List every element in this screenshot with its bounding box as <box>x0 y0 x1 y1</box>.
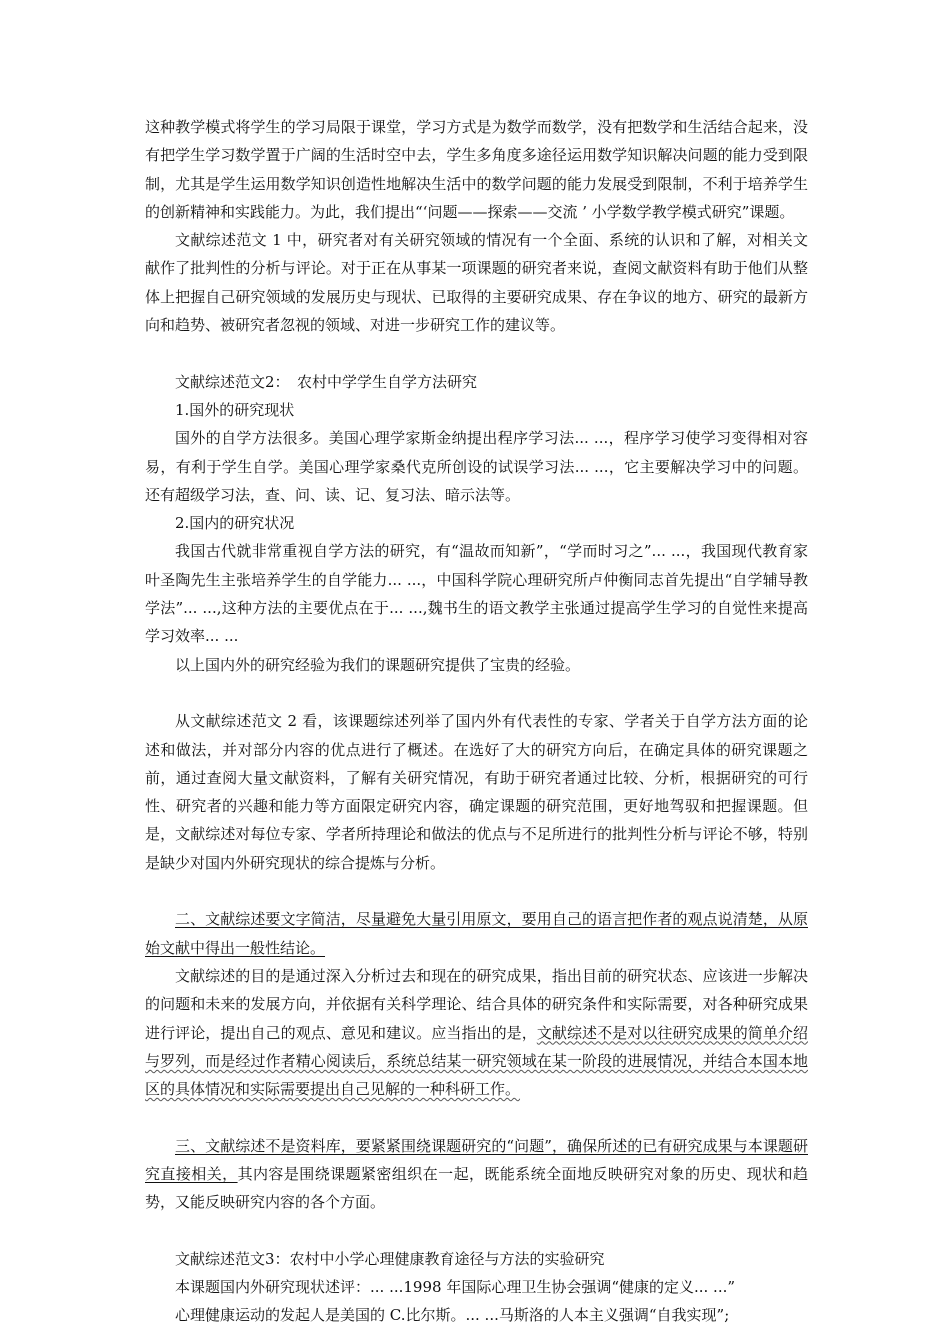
paragraph-review-purpose-text: 文献综述的目的是通过深入分析过去和现在的研究成果，指出目前的研究状态、应该进一步解决的问题和未来的发展方向，并依据有关科学理论、结合具体的研究条件和实际需要，对各种研究成果进行评论，提出自己的观点、意见和建议。应当指出的是， <box>145 966 808 1042</box>
example3-title: 文献综述范文3：农村中小学心理健康教育途径与方法的实验研究 <box>175 1249 605 1268</box>
paragraph-teaching-mode: 这种教学模式将学生的学习局限于课堂，学习方式是为数学而数学，没有把数学和生活结合起来，没有把学生学习数学置于广阔的生活时空中去，学生多角度多途径运用数学知识解决问题的能力受到限制，尤其是学生运用数学知识创造性地解决生活中的数学问题的能力发展受到限制，不利于培养学生的创新精神和实践能力。为此，我们提出“‘问题——探索——交流 ’ 小学数学教学模式研究”课题。 <box>145 118 808 221</box>
paragraph-domestic-methods: 我国古代就非常重视自学方法的研究，有“温故而知新”，“学而时习之”... ...，我国现代教育家叶圣陶先生主张培养学生的自学能力... ...，中国科学院心理研究所卢仲衡同志首先提出“自学辅导教学法”... ...,这种方法的主要优点在于... ...,魏书生的语文教学主张通过提高学生学习的自觉性来提高学习效率... ... <box>145 542 808 646</box>
spacer <box>145 679 808 707</box>
example3-line-2: 心理健康运动的发起人是美国的 C.比尔斯。... ...马斯洛的人本主义强调“自我实现”; <box>175 1306 730 1325</box>
heading-section-two <box>145 905 808 962</box>
wavy-underlined-text: 文献综述不是对以往研究成果的简单介绍与罗列，而是经过作者精心阅读后，系统总结某一研究领域在某一阶段的进展情况，并结合本国本地区的具体情况和实际需要提出自己见解的一种科研工作。 <box>145 1023 808 1099</box>
paragraph-section-three-text: 其内容是围绕课题紧密组织在一起，既能系统全面地反映研究对象的历史、现状和趋势，又能反映研究内容的各个方面。 <box>145 1164 808 1212</box>
paragraph-foreign-methods: 国外的自学方法很多。美国心理学家斯金纳提出程序学习法... ...，程序学习使学习变得相对容易，有利于学生自学。美国心理学家桑代克所创设的试误学习法... ...，它主要解决学习中的问题。还有超级学习法，查、问、读、记、复习法、暗示法等。 <box>145 429 808 504</box>
spacer <box>145 339 808 367</box>
paragraph-example2-comment: 从文献综述范文 2 看，该课题综述列举了国内外有代表性的专家、学者关于自学方法方面的论述和做法，并对部分内容的优点进行了概述。在选好了大的研究方向后，在确定具体的研究课题之前，通过查阅大量文献资料，了解有关研究情况，有助于研究者通过比较、分析，根据研究的可行性、研究者的兴趣和能力等方面限定研究内容，确定课题的研究范围，更好地驾驭和把握课题。但是，文献综述对每位专家、学者所持理论和做法的优点与不足所进行的批判性分析与评论不够，特别是缺少对国内外研究现状的综合提炼与分析。 <box>145 712 808 872</box>
example2-title: 文献综述范文2： 农村中学学生自学方法研究 <box>175 372 478 391</box>
spacer <box>145 1217 808 1245</box>
spacer <box>145 1103 808 1131</box>
paragraph-review-purpose <box>145 962 808 1103</box>
spacer <box>145 877 808 905</box>
document-body <box>145 113 808 1330</box>
heading-section-three-text: 三、文献综述不是资料库，要紧紧围绕课题研究的“问题”，确保所述的已有研究成果与本课题研究直接相关， <box>145 1136 808 1183</box>
paragraph-conclusion: 以上国内外的研究经验为我们的课题研究提供了宝贵的经验。 <box>175 655 581 674</box>
section-heading-foreign: 1.国外的研究现状 <box>175 400 295 419</box>
paragraph-example1-comment: 文献综述范文 1 中，研究者对有关研究领域的情况有一个全面、系统的认识和了解，对相关文献作了批判性的分析与评论。对于正在从事某一项课题的研究者来说，查阅文献资料有助于他们从整体上把握自己研究领域的发展历史与现状、已取得的主要研究成果、存在争议的地方、研究的最新方向和趋势、被研究者忽视的领域、对进一步研究工作的建议等。 <box>145 231 808 335</box>
section-heading-domestic: 2.国内的研究状况 <box>175 514 295 533</box>
heading-section-three <box>145 1132 808 1217</box>
example3-line-1: 本课题国内外研究现状述评：... ...1998 年国际心理卫生协会强调“健康的定义... ...” <box>175 1278 736 1297</box>
heading-section-two-text: 二、文献综述要文字简洁，尽量避免大量引用原文，要用自己的语言把作者的观点说清楚，从原始文献中得出一般性结论。 <box>145 910 808 957</box>
